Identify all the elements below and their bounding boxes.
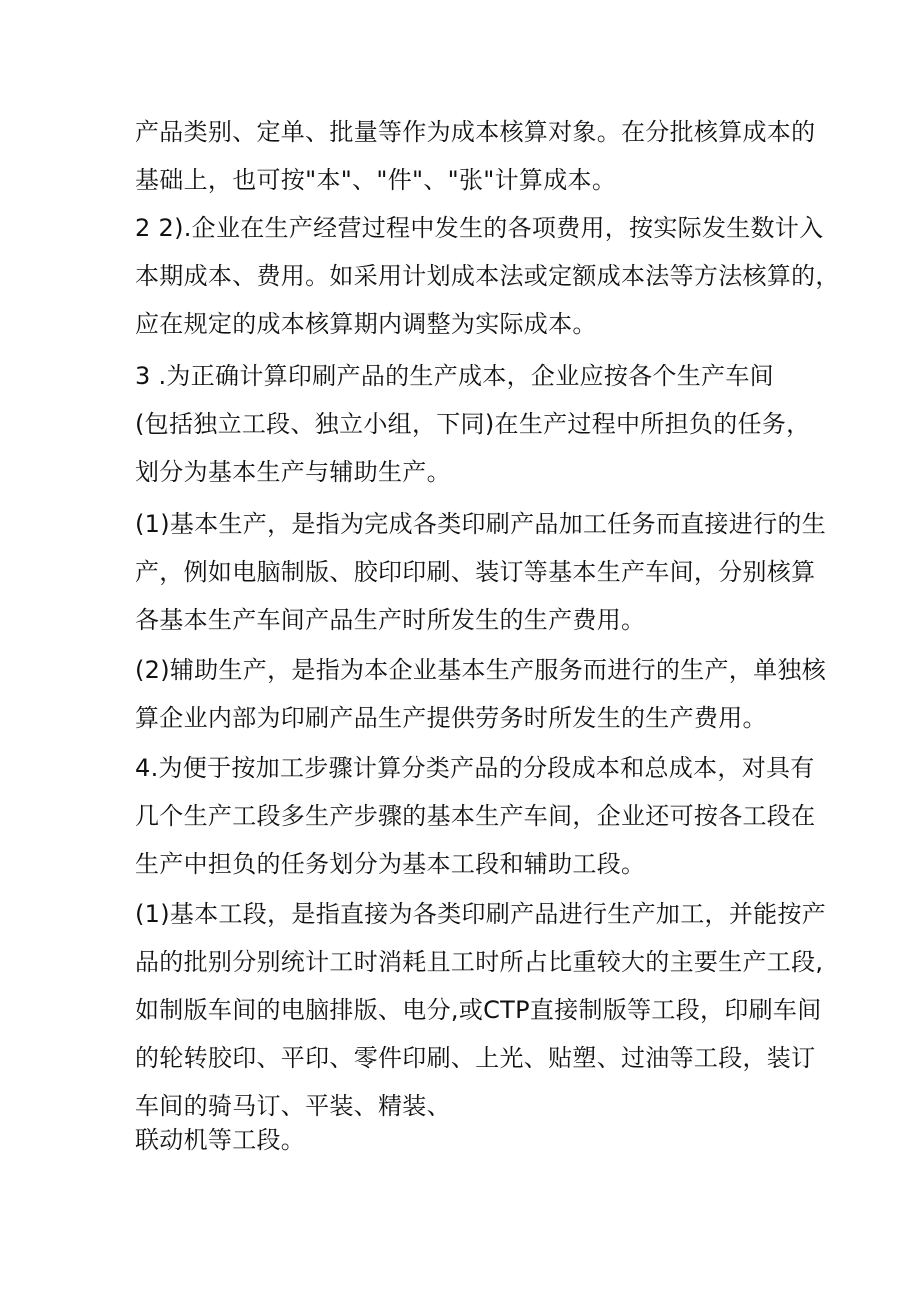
text-line: 划分为基本生产与辅助生产。	[135, 458, 451, 486]
text-line: 产品类别、定单、批量等作为成本核算对象。在分批核算成本的	[135, 118, 816, 146]
text-line: 4.为便于按加工步骤计算分类产品的分段成本和总成本，对具有	[135, 754, 815, 782]
text-line: 的轮转胶印、平印、零件印刷、上光、贴塑、过油等工段，装订	[135, 1044, 816, 1072]
text-line: (2)辅助生产，是指为本企业基本生产服务而进行的生产，单独核	[135, 656, 826, 684]
text-line: 几个生产工段多生产步骤的基本生产车间，企业还可按各工段在	[135, 802, 816, 830]
text-line: 3 .为正确计算印刷产品的生产成本，企业应按各个生产车间	[135, 362, 774, 390]
text-line: 各基本生产车间产品生产时所发生的生产费用。	[135, 606, 646, 634]
text-line: 产，例如电脑制版、胶印印刷、装订等基本生产车间，分别核算	[135, 558, 816, 586]
text-line: 基础上，也可按"本"、"件"、"张"计算成本。	[135, 166, 617, 194]
text-line: 如制版车间的电脑排版、电分,或CTP直接制版等工段，印刷车间	[135, 996, 822, 1024]
text-line: 应在规定的成本核算期内调整为实际成本。	[135, 310, 597, 338]
text-line: 2 2).企业在生产经营过程中发生的各项费用，按实际发生数计入	[135, 214, 824, 242]
text-line: 本期成本、费用。如采用计划成本法或定额成本法等方法核算的，	[135, 262, 840, 290]
text-line: (1)基本生产，是指为完成各类印刷产品加工任务而直接进行的生	[135, 510, 826, 538]
text-line: (包括独立工段、独立小组，下同)在生产过程中所担负的任务，	[135, 410, 811, 438]
text-line: 车间的骑马订、平装、精装、	[135, 1092, 451, 1120]
text-line: 品的批别分别统计工时消耗且工时所占比重较大的主要生产工段,	[135, 948, 824, 976]
text-line: 算企业内部为印刷产品生产提供劳务时所发生的生产费用。	[135, 704, 767, 732]
text-line: 联动机等工段。	[135, 1126, 306, 1154]
text-line: 生产中担负的任务划分为基本工段和辅助工段。	[135, 850, 646, 878]
text-line: (1)基本工段，是指直接为各类印刷产品进行生产加工，并能按产	[135, 900, 826, 928]
